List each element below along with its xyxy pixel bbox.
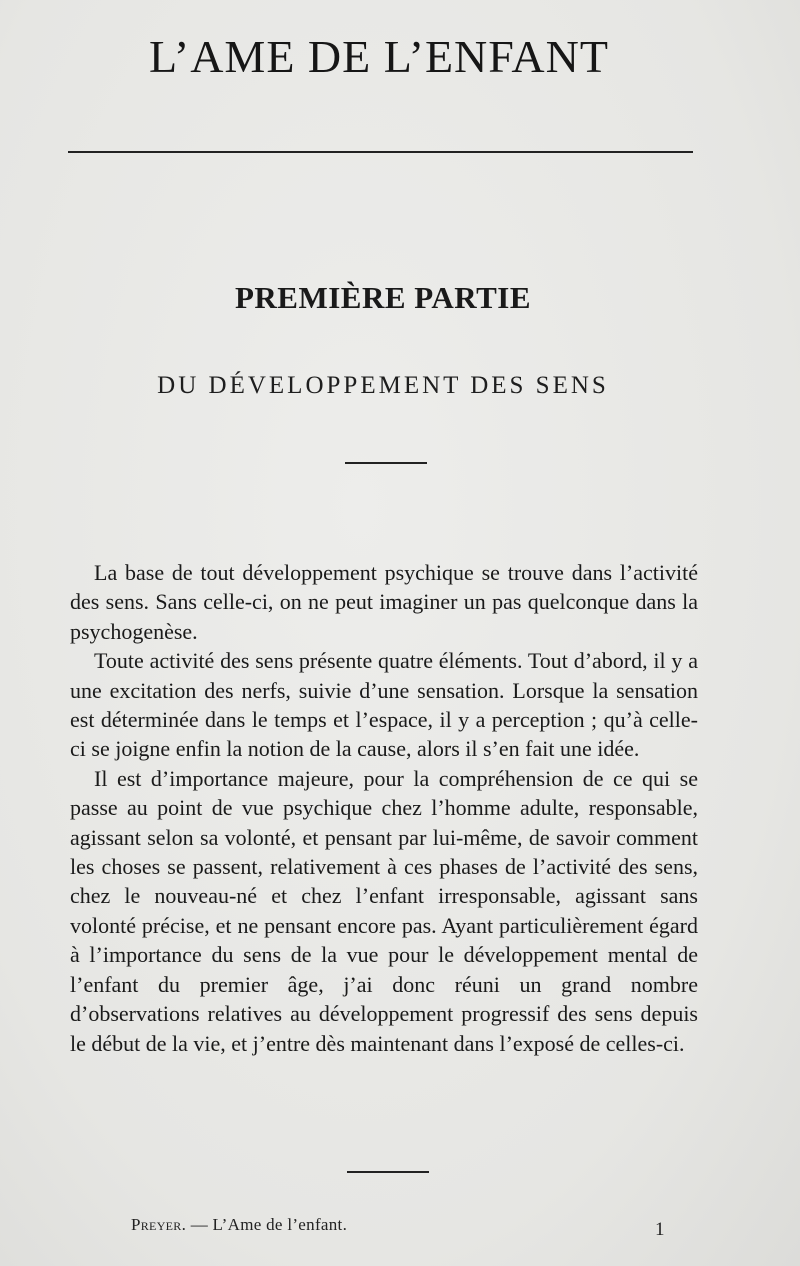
section-divider (345, 462, 427, 464)
running-footer (131, 1215, 347, 1235)
footer-author: Preyer. (131, 1215, 187, 1234)
book-title: L’AME DE L’ENFANT (149, 31, 609, 82)
page-number: 1 (655, 1219, 665, 1240)
footer-title: — L’Ame de l’enfant. (186, 1215, 348, 1234)
body-text (70, 558, 698, 1058)
part-title: PREMIÈRE PARTIE (234, 280, 532, 315)
paragraph: La base de tout développement psychique se trouve dans l’activité des sens. Sans celle-ci, on ne peut imaginer un pas quelconque dans la psychogenèse. (70, 560, 698, 644)
end-divider (347, 1171, 429, 1173)
title-divider (68, 151, 693, 153)
paragraph: Il est d’importance majeure, pour la compréhension de ce qui se passe au point de vue psychique chez l’homme adulte, responsable, agissant selon sa volonté, et pensant par lui-même, de savoir comment les choses se passent, relativement à ces phases de l’activité des sens, chez le nouveau-né et chez l’enfant irresponsable, agissant sans volonté précise, et ne pensant encore pas. Ayant particulièrement égard à l’importance du sens de la vue pour le développement mental de l’enfant du premier âge, j’ai donc réuni un grand nombre d’observations relatives au développement progressif des sens depuis le début de la vie, et j’entre dès maintenant dans l’exposé de celles-ci. (70, 765, 698, 1056)
section-title: DU DÉVELOPPEMENT DES SENS (157, 372, 609, 399)
paragraph: Toute activité des sens présente quatre éléments. Tout d’abord, il y a une excitation des nerfs, suivie d’une sensation. Lorsque la sensation est déterminée dans le temps et l’espace, il y a perception ; qu’à celle-ci se joigne enfin la notion de la cause, alors il s’en fait une idée. (70, 648, 698, 762)
